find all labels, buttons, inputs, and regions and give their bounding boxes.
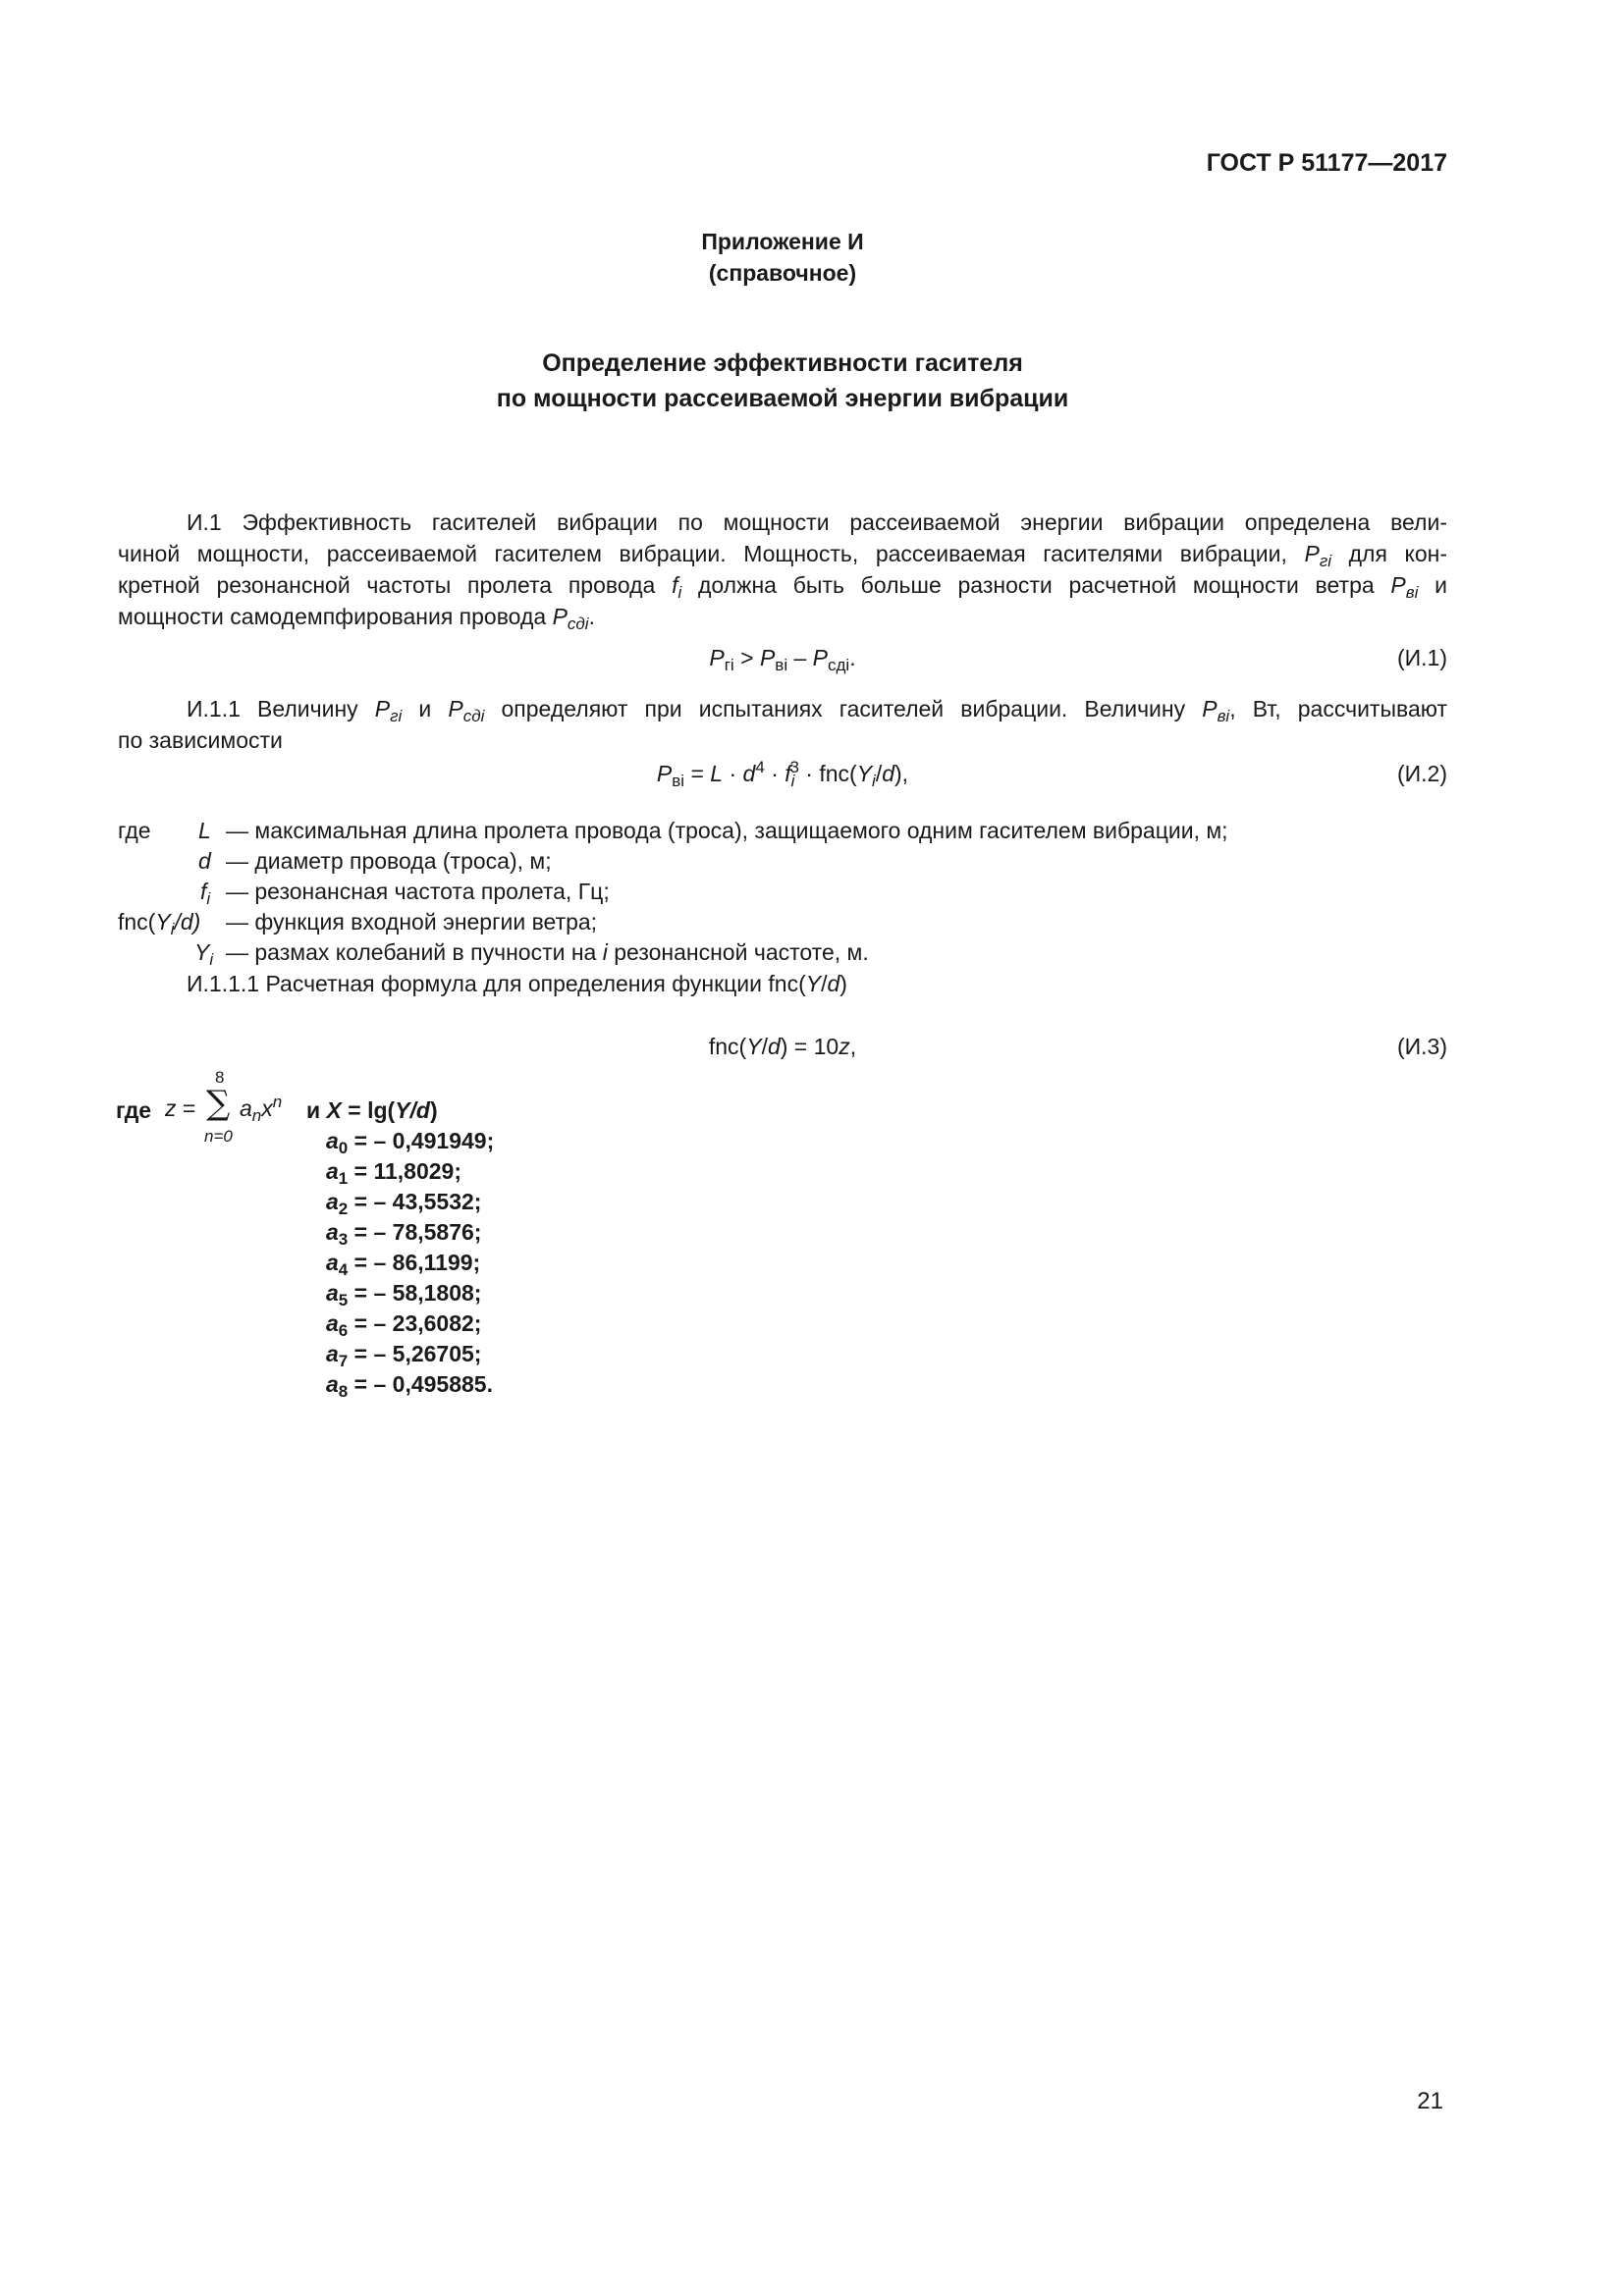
formula-i1-expression: $P_{гi} > P_{вi} - P_{сдi}$. bbox=[709, 645, 856, 674]
title-line-1: Определение эффективности гасителя bbox=[542, 349, 1023, 377]
sum-lower-limit: n=0 bbox=[204, 1127, 233, 1146]
formula-i3-number: (И.3) bbox=[1396, 1034, 1447, 1059]
where-item-Y: $Y_i$ — размах колебаний в пучности на i резонансной частоте, м. bbox=[194, 939, 869, 969]
formula-i2 bbox=[118, 758, 1447, 791]
coefficient-a6: $a_6$ = – 23,6082; bbox=[326, 1310, 482, 1340]
p1-line-3: кретной резонансной частоты пролета провода $f_i$ должна быть больше разности расчетной мощности ветра $P_{вi}$ и bbox=[118, 572, 1447, 602]
p2-line-2: по зависимости bbox=[118, 727, 283, 753]
where-item-L: L — максимальная длина пролета провода (троса), защищаемого одним гасителем вибрации, м; bbox=[198, 818, 1228, 843]
formula-i1-number: (И.1) bbox=[1396, 645, 1447, 670]
p2-line-1: И.1.1 Величину $P_{гi}$ и $P_{сдi}$ определяют при испытаниях гасителей вибрации. Величину $P_{вi}$, Вт, рассчитывают bbox=[187, 696, 1448, 725]
sum-upper-limit: 8 bbox=[215, 1068, 225, 1087]
coefficient-a2: $a_2$ = – 43,5532; bbox=[326, 1189, 482, 1218]
formula-i3 bbox=[118, 1031, 1447, 1064]
sum-where-label: где bbox=[116, 1097, 152, 1123]
where-item-f: $f_i$ — резонансная частота пролета, Гц; bbox=[200, 879, 610, 908]
document-code: ГОСТ Р 51177—2017 bbox=[1206, 149, 1447, 177]
formula-i2-number: (И.2) bbox=[1396, 761, 1447, 786]
sum-term: $a_nx^n$ bbox=[240, 1093, 283, 1125]
where-label: где bbox=[118, 818, 151, 843]
formula-i3-expression: fnc(Y/d) = 10z, bbox=[708, 1034, 857, 1059]
appendix-type: (справочное) bbox=[708, 260, 857, 286]
where-item-d: d — диаметр провода (троса), м; bbox=[198, 848, 552, 874]
page-number: 21 bbox=[1417, 2088, 1443, 2114]
title-line-2: по мощности рассеиваемой энергии вибрации bbox=[496, 385, 1069, 412]
paragraph-i1-1-1: И.1.1.1 Расчетная формула для определения функции fnc(Y/d) bbox=[187, 971, 847, 996]
sum-lhs: z = bbox=[165, 1095, 196, 1121]
coefficient-a7: $a_7$ = – 5,26705; bbox=[326, 1341, 482, 1370]
p1-line-4: мощности самодемпфирования провода $P_{сдi}$. bbox=[118, 604, 595, 633]
formula-i2-expression: $P_{вi} = L \cdot d^4 \cdot f_i^3 \cdot fnc(Y_i/d)$, bbox=[656, 758, 909, 790]
appendix-label: Приложение И bbox=[701, 229, 864, 254]
p1-line-1: И.1 Эффективность гасителей вибрации по мощности рассеиваемой энергии вибрации определена вели- bbox=[187, 509, 1447, 535]
paragraph-i1-1 bbox=[118, 693, 1447, 756]
where-item-fnc: $fnc(Y_i/d)$ — функция входной энергии ветра; bbox=[118, 909, 598, 938]
coefficient-a8: $a_8$ = – 0,495885. bbox=[326, 1371, 493, 1401]
where-list bbox=[0, 815, 1624, 967]
formula-i1 bbox=[118, 642, 1447, 675]
sum-x-definition: и X = lg(Y/d) bbox=[306, 1097, 438, 1123]
coefficient-a1: $a_1 = 11,8029$; bbox=[326, 1158, 462, 1188]
paragraph-i1 bbox=[118, 507, 1447, 632]
sigma-symbol: ∑ bbox=[206, 1084, 231, 1123]
coefficient-a5: $a_5$ = – 58,1808; bbox=[326, 1280, 482, 1309]
coefficient-a0: $a_0$ = – 0,491949; bbox=[326, 1128, 495, 1157]
p1-line-2: чиной мощности, рассеиваемой гасителем вибрации. Мощность, рассеиваемая гасителями вибрации, $P_{гi}$ для кон- bbox=[118, 541, 1447, 570]
coefficient-a3: $a_3$ = – 78,5876; bbox=[326, 1219, 482, 1249]
coefficient-a4: $a_4$ = – 86,1199; bbox=[326, 1250, 481, 1279]
